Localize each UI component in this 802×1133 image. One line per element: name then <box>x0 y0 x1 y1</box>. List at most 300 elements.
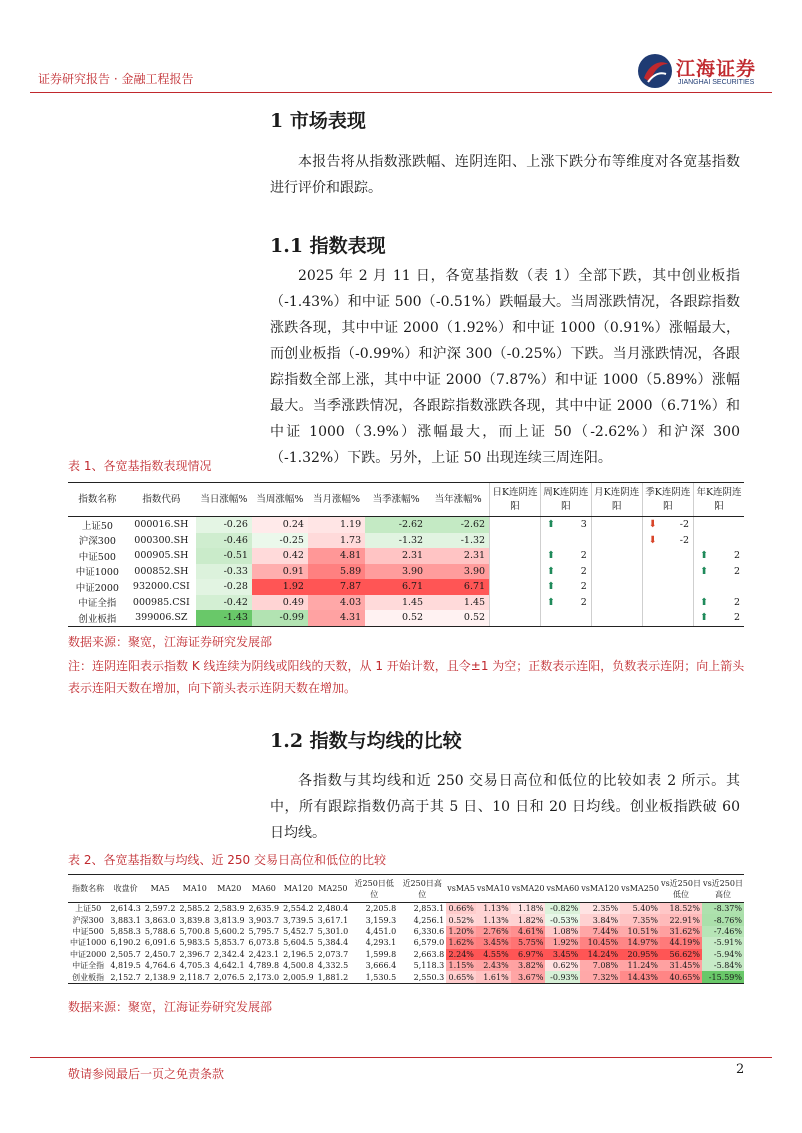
table-cell: 3,739.5 <box>283 915 314 925</box>
table-cell: 6,190.2 <box>110 938 141 948</box>
streak-cell <box>540 517 591 533</box>
table-cell: 0.66% <box>446 903 476 915</box>
streak-value: 2 <box>733 565 740 577</box>
col-header: vsMA120 <box>580 875 620 903</box>
table-header-row <box>68 483 744 517</box>
return-cell: -1.32 <box>427 533 489 549</box>
streak-value: 3 <box>580 519 587 531</box>
return-cell: -1.43 <box>196 610 252 626</box>
table-row <box>68 903 744 915</box>
table-row <box>68 595 744 611</box>
table-cell: 5,858.3 <box>110 926 141 936</box>
table-cell: 5,983.5 <box>179 938 210 948</box>
return-cell: -2.62 <box>427 517 489 533</box>
table-cell: 1.08% <box>545 926 580 937</box>
index-name-cell: 上证50 <box>81 520 113 532</box>
table-cell: 3.45% <box>545 949 580 960</box>
return-cell: 6.71 <box>427 579 489 595</box>
return-cell: -0.33 <box>196 564 252 580</box>
table-cell: 0.62% <box>545 960 580 971</box>
table-cell: 2,152.7 <box>110 972 141 982</box>
return-cell: 0.49 <box>252 595 308 611</box>
index-name-cell: 中证2000 <box>75 582 119 594</box>
streak-cell <box>642 548 693 564</box>
col-header: 收盘价 <box>108 875 143 903</box>
table-cell: 44.19% <box>660 937 702 948</box>
table-cell: 6,091.6 <box>144 938 176 948</box>
return-cell: -0.51 <box>196 548 252 564</box>
return-cell: -0.26 <box>196 517 252 533</box>
return-cell: 1.19 <box>308 517 365 533</box>
table-row <box>68 960 744 971</box>
table-cell: 7.32% <box>580 971 620 983</box>
return-cell: 6.71 <box>365 579 427 595</box>
table-cell: 2,505.7 <box>110 949 141 959</box>
return-cell: -1.32 <box>365 533 427 549</box>
table-cell: -0.82% <box>545 903 580 915</box>
table-cell: 2,342.4 <box>214 949 245 959</box>
streak-value: 2 <box>580 565 587 577</box>
index-code-cell: 932000.CSI <box>132 581 190 593</box>
table-cell: 31.45% <box>660 960 702 971</box>
streak-cell <box>642 610 693 626</box>
table-cell: 2.43% <box>476 960 511 971</box>
return-cell: 4.81 <box>308 548 365 564</box>
return-cell: -0.25 <box>252 533 308 549</box>
table-cell: 5,118.3 <box>413 961 445 971</box>
table-cell: 3,883.1 <box>110 915 141 925</box>
table-cell: 5,604.5 <box>283 938 314 948</box>
return-cell: 0.91 <box>252 564 308 580</box>
col-header: 近250日高位 <box>398 875 446 903</box>
table-cell: 5,600.2 <box>214 926 245 936</box>
table-header-row <box>68 875 744 903</box>
streak-cell <box>642 533 693 549</box>
col-header: 指数名称 <box>68 483 127 517</box>
index-performance-table <box>68 482 744 627</box>
streak-value: 2 <box>580 550 587 562</box>
table-cell: 4.55% <box>476 949 511 960</box>
streak-cell <box>490 579 541 595</box>
table-cell: 0.65% <box>446 971 476 983</box>
index-name-cell: 中证500 <box>78 551 116 563</box>
table-cell: -0.53% <box>545 914 580 925</box>
table-row <box>68 517 744 533</box>
return-cell: -0.99 <box>252 610 308 626</box>
table-cell: 3,617.1 <box>317 915 349 925</box>
streak-value: 2 <box>733 612 740 624</box>
streak-cell <box>540 595 591 611</box>
table-cell: 2,550.3 <box>398 971 446 983</box>
disclaimer-note: 敬请参阅最后一页之免责条款 <box>68 1067 225 1081</box>
streak-cell <box>540 564 591 580</box>
table-cell: 3,666.4 <box>365 961 397 971</box>
section-1-2-title: 1.2 指数与均线的比较 <box>270 730 462 752</box>
table-cell: 2,663.8 <box>413 949 445 959</box>
table-cell: 6,579.0 <box>413 938 445 948</box>
col-header: 月K连阴连阳 <box>591 483 642 517</box>
table-1-note: 注：连阴连阳表示指数 K 线连续为阴线或阳线的天数，从 1 开始计数，且令±1 为空；正数表示连阳，负数表示连阴；向上箭头表示连阳天数在增加，向下箭头表示连阴天数在增加。 <box>68 659 745 695</box>
table-cell: 4,642.1 <box>214 961 245 971</box>
table-cell: 2,005.9 <box>283 972 314 982</box>
table-row <box>68 564 744 580</box>
table-cell: 1.62% <box>446 937 476 948</box>
table-row <box>68 937 744 948</box>
return-cell: -0.28 <box>196 579 252 595</box>
index-name-cell: 上证50 <box>75 904 102 914</box>
streak-cell <box>591 579 642 595</box>
return-cell: -0.42 <box>196 595 252 611</box>
table-cell: -7.46% <box>702 926 744 937</box>
table-cell: 1.20% <box>446 926 476 937</box>
col-header: vsMA250 <box>620 875 660 903</box>
table-cell: 5,853.7 <box>214 938 245 948</box>
table-cell: 5,301.0 <box>317 926 349 936</box>
table-cell: 14.43% <box>620 971 660 983</box>
table-cell: 18.52% <box>660 903 702 915</box>
table-cell: 1.15% <box>446 960 476 971</box>
streak-cell <box>642 579 693 595</box>
streak-cell <box>490 548 541 564</box>
page-number: 2 <box>736 1062 745 1077</box>
company-logo <box>636 52 756 92</box>
table-cell: -5.94% <box>702 949 744 960</box>
table-cell: 3,839.8 <box>179 915 210 925</box>
index-name-cell: 中证全指 <box>78 598 117 610</box>
table-cell: 4.61% <box>511 926 546 937</box>
table-1-caption: 表 1、各宽基指数表现情况 <box>68 459 212 473</box>
arrow-down-icon: ⬇ <box>648 534 658 546</box>
col-header: MA5 <box>143 875 178 903</box>
arrow-up-icon: ⬆ <box>700 550 709 561</box>
streak-cell <box>642 564 693 580</box>
table-cell: 40.65% <box>660 971 702 983</box>
table-cell: 3,813.9 <box>214 915 245 925</box>
section-1-1-title: 1.1 指数表现 <box>270 235 386 257</box>
table-2-source: 数据来源：聚宽，江海证券研究发展部 <box>68 1000 273 1014</box>
table-cell: 2,073.7 <box>317 949 349 959</box>
table-cell: 2.76% <box>476 926 511 937</box>
index-name-cell: 中证500 <box>72 926 104 936</box>
col-header: 当季涨幅% <box>365 483 427 517</box>
table-cell: -5.84% <box>702 960 744 971</box>
return-cell: 4.31 <box>308 610 365 626</box>
streak-cell <box>694 533 744 549</box>
streak-cell <box>591 595 642 611</box>
streak-value: -2 <box>679 519 690 531</box>
col-header: MA120 <box>281 875 316 903</box>
table-cell: 2,196.5 <box>283 949 314 959</box>
col-header: MA20 <box>212 875 247 903</box>
col-header: 日K连阴连阳 <box>490 483 541 517</box>
table-cell: 1.92% <box>545 937 580 948</box>
return-cell: 0.52 <box>365 610 427 626</box>
header-divider <box>30 92 772 93</box>
streak-cell <box>490 517 541 533</box>
index-code-cell: 000905.SH <box>134 550 189 562</box>
table-cell: 2.24% <box>446 949 476 960</box>
streak-cell <box>490 610 541 626</box>
table-cell: 6.97% <box>511 949 546 960</box>
table-cell: 1,599.8 <box>365 949 397 959</box>
table-cell: 5,700.8 <box>179 926 210 936</box>
index-code-cell: 000016.SH <box>134 519 189 531</box>
table-cell: 3,159.3 <box>365 915 397 925</box>
index-code-cell: 000852.SH <box>134 565 189 577</box>
arrow-up-icon: ⬆ <box>700 596 709 608</box>
streak-cell <box>591 564 642 580</box>
index-name-cell: 创业板指 <box>68 610 127 626</box>
table-cell: 1.82% <box>511 914 546 925</box>
streak-cell <box>540 548 591 564</box>
logo-mark-icon <box>636 52 674 90</box>
table-cell: 2,396.7 <box>179 949 210 959</box>
index-code-cell: 000985.CSI <box>132 596 190 608</box>
col-header: vsMA20 <box>511 875 546 903</box>
table-cell: 5,788.6 <box>144 926 176 936</box>
return-cell: 0.42 <box>252 548 308 564</box>
table-cell: 2,853.1 <box>413 904 445 914</box>
table-cell: 4,256.1 <box>413 915 445 925</box>
table-cell: 4,764.6 <box>144 961 176 971</box>
table-cell: 5.75% <box>511 937 546 948</box>
table-row <box>68 914 744 925</box>
arrow-up-icon: ⬆ <box>700 612 709 623</box>
table-cell: 3,863.0 <box>144 915 176 925</box>
table-cell: -5.91% <box>702 937 744 948</box>
streak-cell <box>694 595 744 611</box>
index-name-cell: 创业板指 <box>68 971 108 983</box>
col-header: vsMA10 <box>476 875 511 903</box>
index-code-cell: 000300.SH <box>134 534 189 546</box>
return-cell: 3.90 <box>427 564 489 580</box>
index-name-cell: 沪深300 <box>72 915 104 925</box>
table-cell: 2,480.4 <box>317 904 349 914</box>
streak-value: 2 <box>580 596 587 608</box>
table-cell: 4,819.5 <box>110 961 141 971</box>
col-header: 周K连阴连阳 <box>540 483 591 517</box>
table-row <box>68 949 744 960</box>
table-cell: 1.61% <box>476 971 511 983</box>
streak-cell <box>540 533 591 549</box>
table-row <box>68 971 744 983</box>
table-cell: 6,330.6 <box>413 926 445 936</box>
table-cell: 7.35% <box>620 914 660 925</box>
arrow-up-icon: ⬆ <box>546 596 556 608</box>
return-cell: 1.45 <box>365 595 427 611</box>
report-type-label: 证券研究报告 · 金融工程报告 <box>38 72 194 86</box>
streak-cell <box>694 517 744 533</box>
col-header: vs近250日高位 <box>702 875 744 903</box>
table-cell: 56.62% <box>660 949 702 960</box>
col-header: 指数名称 <box>68 875 108 903</box>
table-cell: -15.59% <box>702 971 744 983</box>
table-cell: -0.93% <box>545 971 580 983</box>
return-cell: 5.89 <box>308 564 365 580</box>
arrow-up-icon: ⬆ <box>700 565 709 577</box>
table-cell: 3,903.7 <box>248 915 280 925</box>
streak-cell <box>694 610 744 626</box>
return-cell: -2.62 <box>365 517 427 533</box>
table-cell: 31.62% <box>660 926 702 937</box>
table-row <box>68 548 744 564</box>
table-cell: 2,554.2 <box>283 904 314 914</box>
return-cell: -0.46 <box>196 533 252 549</box>
table-row <box>68 579 744 595</box>
table-2-caption: 表 2、各宽基指数与均线、近 250 交易日高位和低位的比较 <box>68 853 386 867</box>
col-header: 指数代码 <box>127 483 196 517</box>
table-cell: 2,138.9 <box>144 972 176 982</box>
table-cell: 22.91% <box>660 914 702 925</box>
table-cell: 5,452.7 <box>283 926 314 936</box>
streak-cell <box>591 548 642 564</box>
table-cell: 10.51% <box>620 926 660 937</box>
table-cell: 5.40% <box>620 903 660 915</box>
table-cell: 1,530.5 <box>350 971 398 983</box>
logo-name: 江海证券 <box>676 58 757 80</box>
index-name-cell: 中证2000 <box>70 949 107 959</box>
streak-value: 2 <box>580 581 587 593</box>
table-cell: 4,451.0 <box>365 926 397 936</box>
section-1-2-paragraph: 各指数与其均线和近 250 交易日高位和低位的比较如表 2 所示。其中，所有跟踪指数仍高于其 5 日、10 日和 20 日均线。创业板指跌破 60 日均线。 <box>270 773 740 841</box>
col-header: 季K连阴连阳 <box>642 483 693 517</box>
arrow-up-icon: ⬆ <box>546 581 556 592</box>
table-cell: 4,500.8 <box>283 961 314 971</box>
table-cell: 10.45% <box>580 937 620 948</box>
table-cell: 7.08% <box>580 960 620 971</box>
table-cell: 3.45% <box>476 937 511 948</box>
arrow-up-icon: ⬆ <box>546 565 556 577</box>
table-cell: 2,635.9 <box>248 904 280 914</box>
table-cell: 14.97% <box>620 937 660 948</box>
col-header: 当月涨幅% <box>308 483 365 517</box>
streak-cell <box>642 595 693 611</box>
streak-cell <box>490 595 541 611</box>
table-cell: -8.76% <box>702 914 744 925</box>
col-header: vsMA5 <box>446 875 476 903</box>
table-cell: 7.44% <box>580 926 620 937</box>
arrow-up-icon: ⬆ <box>546 550 556 561</box>
table-cell: 1.13% <box>476 903 511 915</box>
index-code-cell: 399006.SZ <box>127 610 196 626</box>
streak-cell <box>540 579 591 595</box>
table-cell: 2,614.3 <box>110 904 141 914</box>
index-name-cell: 中证1000 <box>70 938 107 948</box>
col-header: 近250日低位 <box>350 875 398 903</box>
table-cell: 3.82% <box>511 960 546 971</box>
table-cell: 2,173.0 <box>248 972 280 982</box>
return-cell: 1.92 <box>252 579 308 595</box>
table-cell: 5,384.4 <box>317 938 349 948</box>
table-cell: 2,118.7 <box>179 972 210 982</box>
streak-value: -2 <box>679 534 690 546</box>
col-header: MA60 <box>247 875 282 903</box>
col-header: vsMA60 <box>545 875 580 903</box>
table-cell: 2,583.9 <box>214 904 245 914</box>
table-cell: 0.52% <box>446 914 476 925</box>
table-cell: 2,597.2 <box>144 904 176 914</box>
section-1-1-paragraph: 2025 年 2 月 11 日，各宽基指数（表 1）全部下跌，其中创业板指（-1.43%）和中证 500（-0.51%）跌幅最大。当周涨跌情况，各跟踪指数涨跌各现，其中中证 2000（1.92%）和中证 1000（0.91%）涨幅最大，而创业板指（-0.99%）和沪深 300（-0.25%）下跌。当月涨跌情况，各跟踪指数全部上涨，其中中证 2000（7.87%）和中证 1000（5.89%）涨幅最大。当季涨跌情况，各跟踪指数涨跌各现，其中中证 2000（6.71%）和中证 1000（3.9%）涨幅最大，而上证 50（-2.62%）和沪深 300（-1.32%）下跌。另外，上证 50 出现连续三周连阳。 <box>270 268 740 466</box>
col-header: 年K连阴连阳 <box>694 483 744 517</box>
index-name-cell: 中证全指 <box>72 961 105 971</box>
table-cell: 3.67% <box>511 971 546 983</box>
streak-cell <box>694 579 744 595</box>
table-cell: 2.35% <box>580 903 620 915</box>
return-cell: 2.31 <box>427 548 489 564</box>
streak-cell <box>591 517 642 533</box>
streak-cell <box>694 564 744 580</box>
table-cell: -8.37% <box>702 903 744 915</box>
logo-subtitle: JIANGHAI SECURITIES <box>678 79 755 86</box>
table-cell: 2,423.1 <box>248 949 280 959</box>
table-cell: 4,293.1 <box>365 938 397 948</box>
return-cell: 0.24 <box>252 517 308 533</box>
streak-cell <box>642 517 693 533</box>
streak-cell <box>490 564 541 580</box>
streak-cell <box>591 533 642 549</box>
table-cell: 3.84% <box>580 914 620 925</box>
streak-cell <box>490 533 541 549</box>
table-cell: 14.24% <box>580 949 620 960</box>
return-cell: 1.73 <box>308 533 365 549</box>
index-name-cell: 沪深300 <box>78 536 116 548</box>
table-cell: 2,205.8 <box>365 904 397 914</box>
table-cell: 5,795.7 <box>248 926 280 936</box>
streak-value: 2 <box>733 550 740 562</box>
table-cell: 4,789.8 <box>248 961 280 971</box>
return-cell: 0.52 <box>427 610 489 626</box>
return-cell: 4.03 <box>308 595 365 611</box>
table-1-source: 数据来源：聚宽，江海证券研究发展部 <box>68 635 273 649</box>
table-cell: 1,881.2 <box>317 972 349 982</box>
table-cell: 2,585.2 <box>179 904 210 914</box>
table-row <box>68 533 744 549</box>
streak-cell <box>591 610 642 626</box>
col-header: MA10 <box>177 875 212 903</box>
table-cell: 1.18% <box>511 903 546 915</box>
return-cell: 3.90 <box>365 564 427 580</box>
table-cell: 4,332.5 <box>317 961 349 971</box>
table-cell: 6,073.8 <box>248 938 280 948</box>
footer-divider <box>30 1057 772 1058</box>
table-cell: 11.24% <box>620 960 660 971</box>
table-cell: 1.13% <box>476 914 511 925</box>
table-row <box>68 610 744 626</box>
arrow-up-icon: ⬆ <box>546 519 556 530</box>
index-name-cell: 中证1000 <box>75 567 119 579</box>
streak-cell <box>694 548 744 564</box>
streak-value: 2 <box>733 596 740 608</box>
col-header: vs近250日低位 <box>660 875 702 903</box>
col-header: 当周涨幅% <box>252 483 308 517</box>
col-header: MA250 <box>316 875 351 903</box>
section-1-paragraph: 本报告将从指数涨跌幅、连阴连阳、上涨下跌分布等维度对各宽基指数进行评价和跟踪。 <box>270 154 740 196</box>
col-header: 当日涨幅% <box>196 483 252 517</box>
arrow-down-icon: ⬇ <box>648 519 658 530</box>
table-cell: 4,705.3 <box>179 961 210 971</box>
moving-average-table <box>68 874 744 984</box>
return-cell: 1.45 <box>427 595 489 611</box>
table-cell: 2,076.5 <box>214 972 245 982</box>
table-cell: 20.95% <box>620 949 660 960</box>
section-1-title: 1 市场表现 <box>270 110 366 132</box>
streak-cell <box>540 610 591 626</box>
col-header: 当年涨幅% <box>427 483 489 517</box>
table-cell: 2,450.7 <box>144 949 176 959</box>
return-cell: 7.87 <box>308 579 365 595</box>
table-row <box>68 926 744 937</box>
return-cell: 2.31 <box>365 548 427 564</box>
